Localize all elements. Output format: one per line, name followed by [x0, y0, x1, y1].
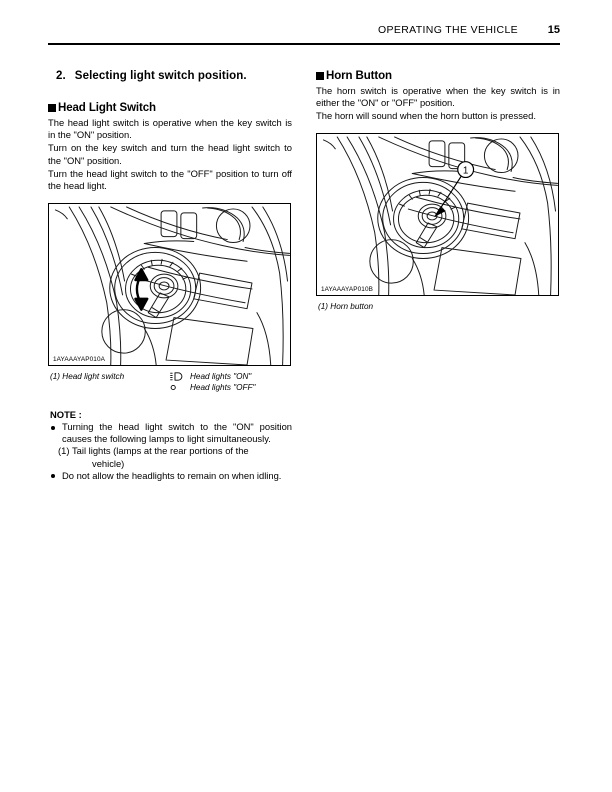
note-sub-text: Tail lights (lamps at the rear portions of the — [72, 445, 249, 457]
dashboard-line-art-with-rotation-arrow — [49, 204, 290, 365]
square-bullet-icon — [48, 104, 56, 112]
legend-item — [170, 371, 255, 382]
section-number: 2. — [56, 70, 66, 82]
figure-id-label: 1AYAAAYAP010A — [53, 356, 105, 363]
note-list-item — [50, 470, 292, 482]
paragraph: Turn the head light switch to the "OFF" position to turn off the head light. — [48, 167, 292, 192]
figure-horn-button — [316, 133, 559, 296]
subsection-heading-horn-button — [316, 70, 560, 82]
note-list-item — [50, 421, 292, 445]
subsection-heading-head-light-switch — [48, 102, 292, 114]
legend-item — [170, 382, 255, 393]
legend-label: Head lights "ON" — [190, 372, 252, 381]
figure-id-label: 1AYAAAYAP010B — [321, 286, 373, 293]
note-sub-text-continued: vehicle) — [92, 457, 125, 469]
headlight-on-icon — [170, 372, 190, 381]
bullet-icon — [51, 426, 55, 430]
note-sub-number: (1) — [58, 445, 70, 457]
rotation-arrow-icon — [135, 269, 147, 309]
headlight-off-icon — [170, 383, 190, 392]
note-title: NOTE : — [50, 409, 82, 420]
square-bullet-icon — [316, 72, 324, 80]
callout-number: 1 — [462, 165, 469, 177]
left-column — [48, 70, 292, 194]
note-text: Turning the head light switch to the "ON" position causes the following lamps to light simultaneously. — [62, 421, 292, 445]
note-sub-item — [50, 445, 292, 457]
note-block — [50, 409, 292, 482]
subsection-title: Horn Button — [326, 70, 392, 82]
paragraph: The horn will sound when the horn button is pressed. — [316, 110, 536, 122]
subsection-title: Head Light Switch — [58, 102, 156, 114]
right-column — [316, 70, 560, 124]
legend-label: Head lights "OFF" — [190, 383, 256, 392]
page-number: 15 — [547, 24, 560, 36]
figure-caption: (1) Horn button — [318, 302, 374, 311]
paragraph: The head light switch is operative when the key switch is in the "ON" position. — [48, 117, 292, 141]
figure-caption: (1) Head light switch — [50, 372, 125, 381]
paragraph: The horn switch is operative when the key switch is in either the "ON" or "OFF" position. — [316, 85, 560, 109]
header-divider — [48, 43, 560, 45]
bullet-icon — [51, 474, 55, 478]
section-title: Selecting light switch position. — [74, 70, 247, 82]
figure-head-light-switch — [48, 203, 291, 366]
dashboard-line-art-with-callout — [317, 134, 558, 295]
section-heading — [48, 70, 292, 82]
note-text: Do not allow the headlights to remain on when idling. — [62, 469, 282, 481]
header-title: OPERATING THE VEHICLE — [378, 24, 518, 36]
figure-legend — [170, 371, 255, 393]
paragraph: Turn on the key switch and turn the head light switch to the "ON" position. — [48, 142, 292, 166]
